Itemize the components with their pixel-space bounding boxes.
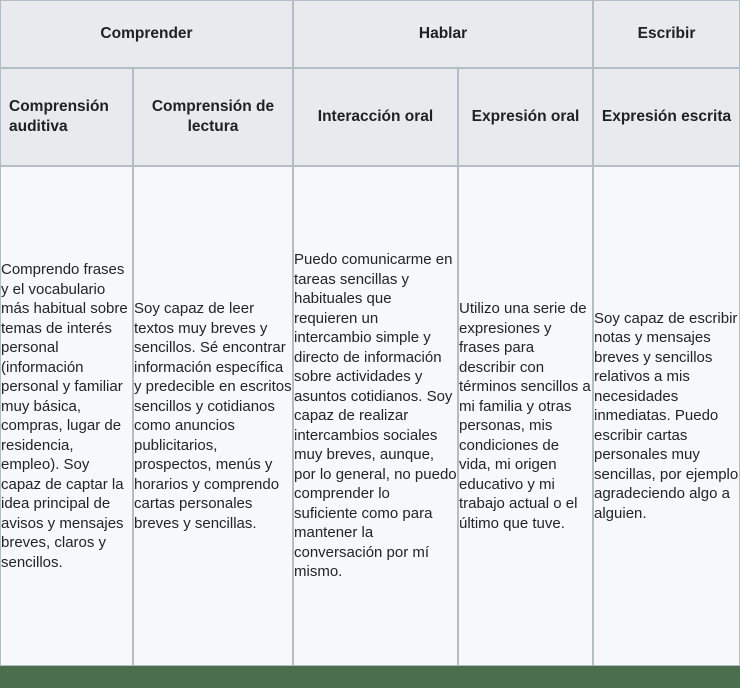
descriptor-text-expresion-escrita: Soy capaz de escribir notas y mensajes breves y sencillos relativos a mis necesidades inmediatas. Puedo escribir cartas personales muy sencillas, por ejemplo agradeciendo algo a alguien. [594,309,739,522]
group-header-comprender: Comprender [0,0,293,68]
descriptor-cell-comprension-de-lectura [133,166,293,666]
descriptor-text-comprension-auditiva: Comprendo frases y el vocabulario más habitual sobre temas de interés personal (información personal y familiar muy básica, compras, lugar de residencia, empleo). Soy capaz de captar la idea principal de avisos y mensajes breves, claros y sencillos. [1,261,128,571]
group-header-escribir: Escribir [593,0,740,68]
skill-header-row [0,68,740,166]
descriptor-cell-expresion-escrita [593,166,740,666]
skill-header-comprension-de-lectura: Comprensión de lectura [133,68,293,166]
descriptor-cell-comprension-auditiva [0,166,133,666]
descriptor-cell-interaccion-oral [293,166,458,666]
group-header-row [0,0,740,68]
skill-header-comprension-auditiva: Comprensión auditiva [0,68,133,166]
descriptor-cell-expresion-oral [458,166,593,666]
descriptor-row [0,166,740,666]
skill-header-interaccion-oral: Interacción oral [293,68,458,166]
skill-header-expresion-oral: Expresión oral [458,68,593,166]
skill-header-expresion-escrita: Expresión escrita [593,68,740,166]
descriptor-text-interaccion-oral: Puedo comunicarme en tareas sencillas y habituales que requieren un intercambio simple y directo de información sobre actividades y asuntos cotidianos. Soy capaz de realizar intercambios sociales muy breves, aunque, por lo general, no puedo comprender lo suficiente como para mantener la conversación por mí mismo. [294,251,457,581]
group-header-hablar: Hablar [293,0,593,68]
descriptor-text-expresion-oral: Utilizo una serie de expresiones y frases para describir con términos sencillos a mi familia y otras personas, mis condiciones de vida, mi origen educativo y mi trabajo actual o el último que tuve. [459,300,591,532]
footer-color-band [0,666,740,688]
descriptor-text-comprension-de-lectura: Soy capaz de leer textos muy breves y sencillos. Sé encontrar información específica y predecible en escritos sencillos y cotidianos como anuncios publicitarios, prospectos, menús y horarios y comprendo cartas personales breves y sencillas. [134,300,292,532]
